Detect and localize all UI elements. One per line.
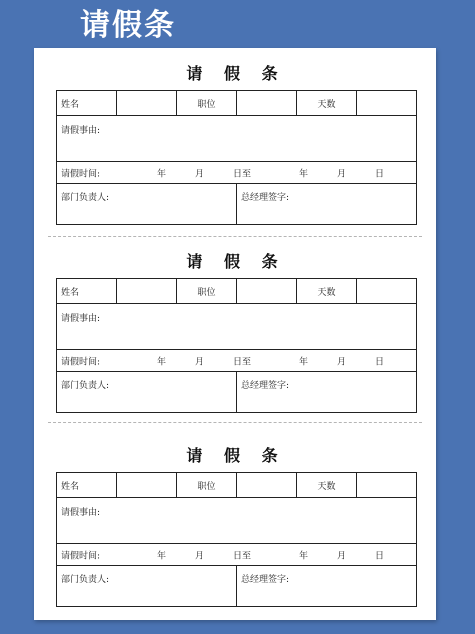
- day-label: 日: [375, 551, 385, 561]
- day-to-label: 日至: [233, 357, 252, 367]
- position-field[interactable]: [237, 279, 297, 304]
- month-label: 月: [195, 551, 205, 561]
- leave-form-table: [56, 472, 417, 607]
- days-field[interactable]: [357, 279, 417, 304]
- name-label: 姓名: [57, 473, 117, 498]
- name-field[interactable]: [117, 279, 177, 304]
- days-field[interactable]: [357, 91, 417, 116]
- month-label: 月: [337, 357, 347, 367]
- form-title: 请 假 条: [186, 252, 286, 271]
- year-label: 年: [299, 169, 309, 179]
- day-to-label: 日至: [233, 169, 252, 179]
- time-label: 请假时间:: [61, 551, 101, 561]
- leave-form-2: [56, 252, 416, 413]
- year-label: 年: [157, 169, 167, 179]
- position-label: 职位: [177, 91, 237, 116]
- gm-sign-label: 总经理签字:: [241, 381, 290, 391]
- leave-time-row[interactable]: [57, 544, 417, 566]
- gm-sign-field[interactable]: [237, 372, 417, 413]
- leave-time-row[interactable]: [57, 350, 417, 372]
- leave-form-table: [56, 278, 417, 413]
- day-label: 日: [375, 357, 385, 367]
- gm-sign-field[interactable]: [237, 184, 417, 225]
- form-title: 请 假 条: [186, 446, 286, 465]
- leave-form-table: [56, 90, 417, 225]
- position-field[interactable]: [237, 473, 297, 498]
- position-field[interactable]: [237, 91, 297, 116]
- reason-label: 请假事由:: [61, 508, 101, 518]
- month-label: 月: [337, 551, 347, 561]
- position-label: 职位: [177, 473, 237, 498]
- dept-head-label: 部门负责人:: [61, 193, 110, 203]
- day-to-label: 日至: [233, 551, 252, 561]
- day-label: 日: [375, 169, 385, 179]
- days-label: 天数: [297, 473, 357, 498]
- name-field[interactable]: [117, 91, 177, 116]
- days-label: 天数: [297, 91, 357, 116]
- time-label: 请假时间:: [61, 357, 101, 367]
- form-title: 请 假 条: [186, 64, 286, 83]
- month-label: 月: [195, 357, 205, 367]
- dept-head-label: 部门负责人:: [61, 575, 110, 585]
- page-title: 请假条: [80, 8, 176, 43]
- gm-sign-label: 总经理签字:: [241, 193, 290, 203]
- dept-head-label: 部门负责人:: [61, 381, 110, 391]
- dept-head-field[interactable]: [57, 566, 237, 607]
- month-label: 月: [195, 169, 205, 179]
- gm-sign-field[interactable]: [237, 566, 417, 607]
- year-label: 年: [157, 357, 167, 367]
- leave-form-3: [56, 446, 416, 607]
- days-label: 天数: [297, 279, 357, 304]
- reason-field[interactable]: [57, 304, 417, 350]
- reason-field[interactable]: [57, 498, 417, 544]
- reason-label: 请假事由:: [61, 126, 101, 136]
- month-label: 月: [337, 169, 347, 179]
- name-label: 姓名: [57, 91, 117, 116]
- dept-head-field[interactable]: [57, 372, 237, 413]
- reason-label: 请假事由:: [61, 314, 101, 324]
- year-label: 年: [157, 551, 167, 561]
- year-label: 年: [299, 551, 309, 561]
- days-field[interactable]: [357, 473, 417, 498]
- reason-field[interactable]: [57, 116, 417, 162]
- time-label: 请假时间:: [61, 169, 101, 179]
- year-label: 年: [299, 357, 309, 367]
- name-field[interactable]: [117, 473, 177, 498]
- gm-sign-label: 总经理签字:: [241, 575, 290, 585]
- position-label: 职位: [177, 279, 237, 304]
- cut-line: [48, 236, 422, 237]
- name-label: 姓名: [57, 279, 117, 304]
- document-sheet: [34, 48, 436, 620]
- leave-time-row[interactable]: [57, 162, 417, 184]
- leave-form-1: [56, 64, 416, 225]
- cut-line: [48, 422, 422, 423]
- dept-head-field[interactable]: [57, 184, 237, 225]
